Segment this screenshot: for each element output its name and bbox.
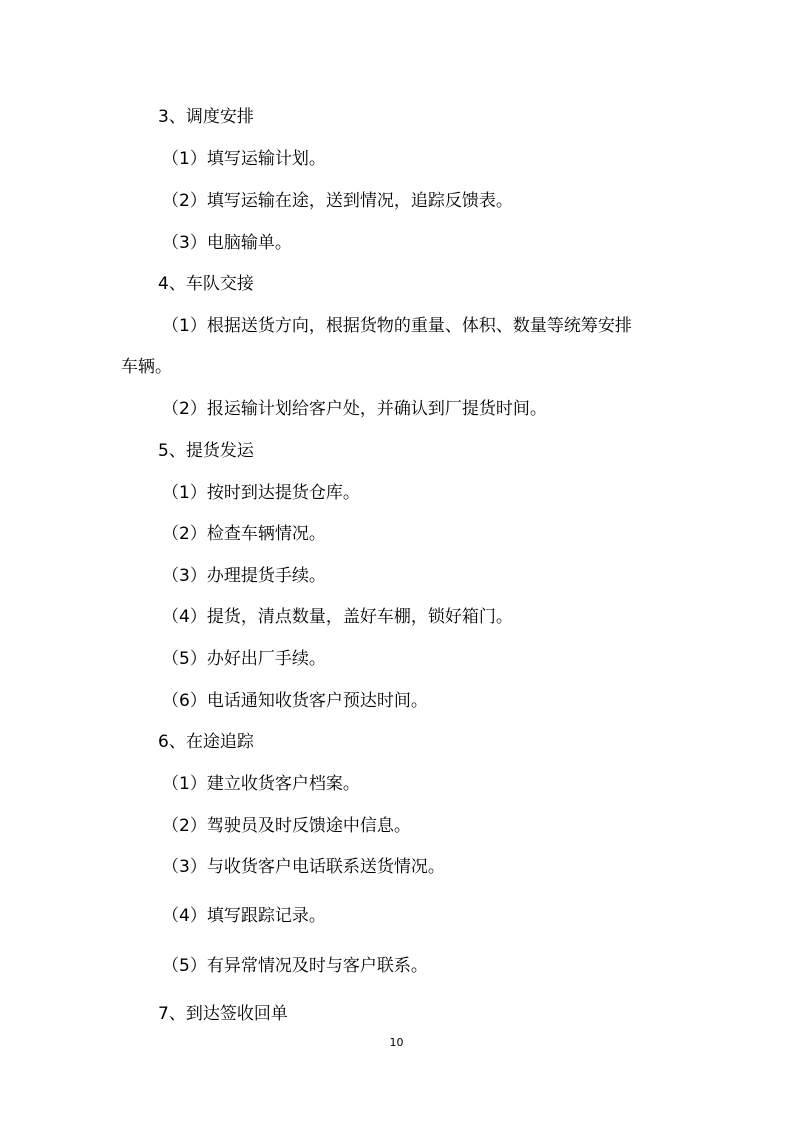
list-item: （5）有异常情况及时与客户联系。 — [162, 956, 428, 976]
section-heading-fleet-handover: 4、车队交接 — [158, 274, 254, 294]
page-number: 10 — [389, 1036, 404, 1049]
list-item: （2）报运输计划给客户处，并确认到厂提货时间。 — [162, 399, 547, 419]
list-item: （2）检查车辆情况。 — [162, 524, 326, 544]
list-item: （1）建立收货客户档案。 — [162, 774, 360, 794]
list-item: （4）填写跟踪记录。 — [162, 906, 326, 926]
section-heading-pickup: 5、提货发运 — [158, 441, 254, 461]
section-heading-in-transit: 6、在途追踪 — [158, 732, 254, 752]
list-item: （1）按时到达提货仓库。 — [162, 483, 360, 503]
list-item: （5）办好出厂手续。 — [162, 649, 326, 669]
list-item: （3）与收货客户电话联系送货情况。 — [162, 857, 445, 877]
list-item: （1）根据送货方向，根据货物的重量、体积、数量等统筹安排 — [162, 316, 632, 336]
list-item: （2）填写运输在途，送到情况，追踪反馈表。 — [162, 191, 513, 211]
list-item: （4）提货，清点数量，盖好车棚，锁好箱门。 — [162, 607, 513, 627]
section-heading-dispatch: 3、调度安排 — [158, 107, 254, 127]
section-heading-arrival-receipt: 7、到达签收回单 — [158, 1004, 288, 1024]
list-item: （3）办理提货手续。 — [162, 566, 326, 586]
list-item: （2）驾驶员及时反馈途中信息。 — [162, 816, 411, 836]
list-item: （3）电脑输单。 — [162, 233, 292, 253]
list-item: （1）填写运输计划。 — [162, 149, 326, 169]
list-item-continuation: 车辆。 — [121, 357, 172, 377]
list-item: （6）电话通知收货客户预达时间。 — [162, 691, 428, 711]
